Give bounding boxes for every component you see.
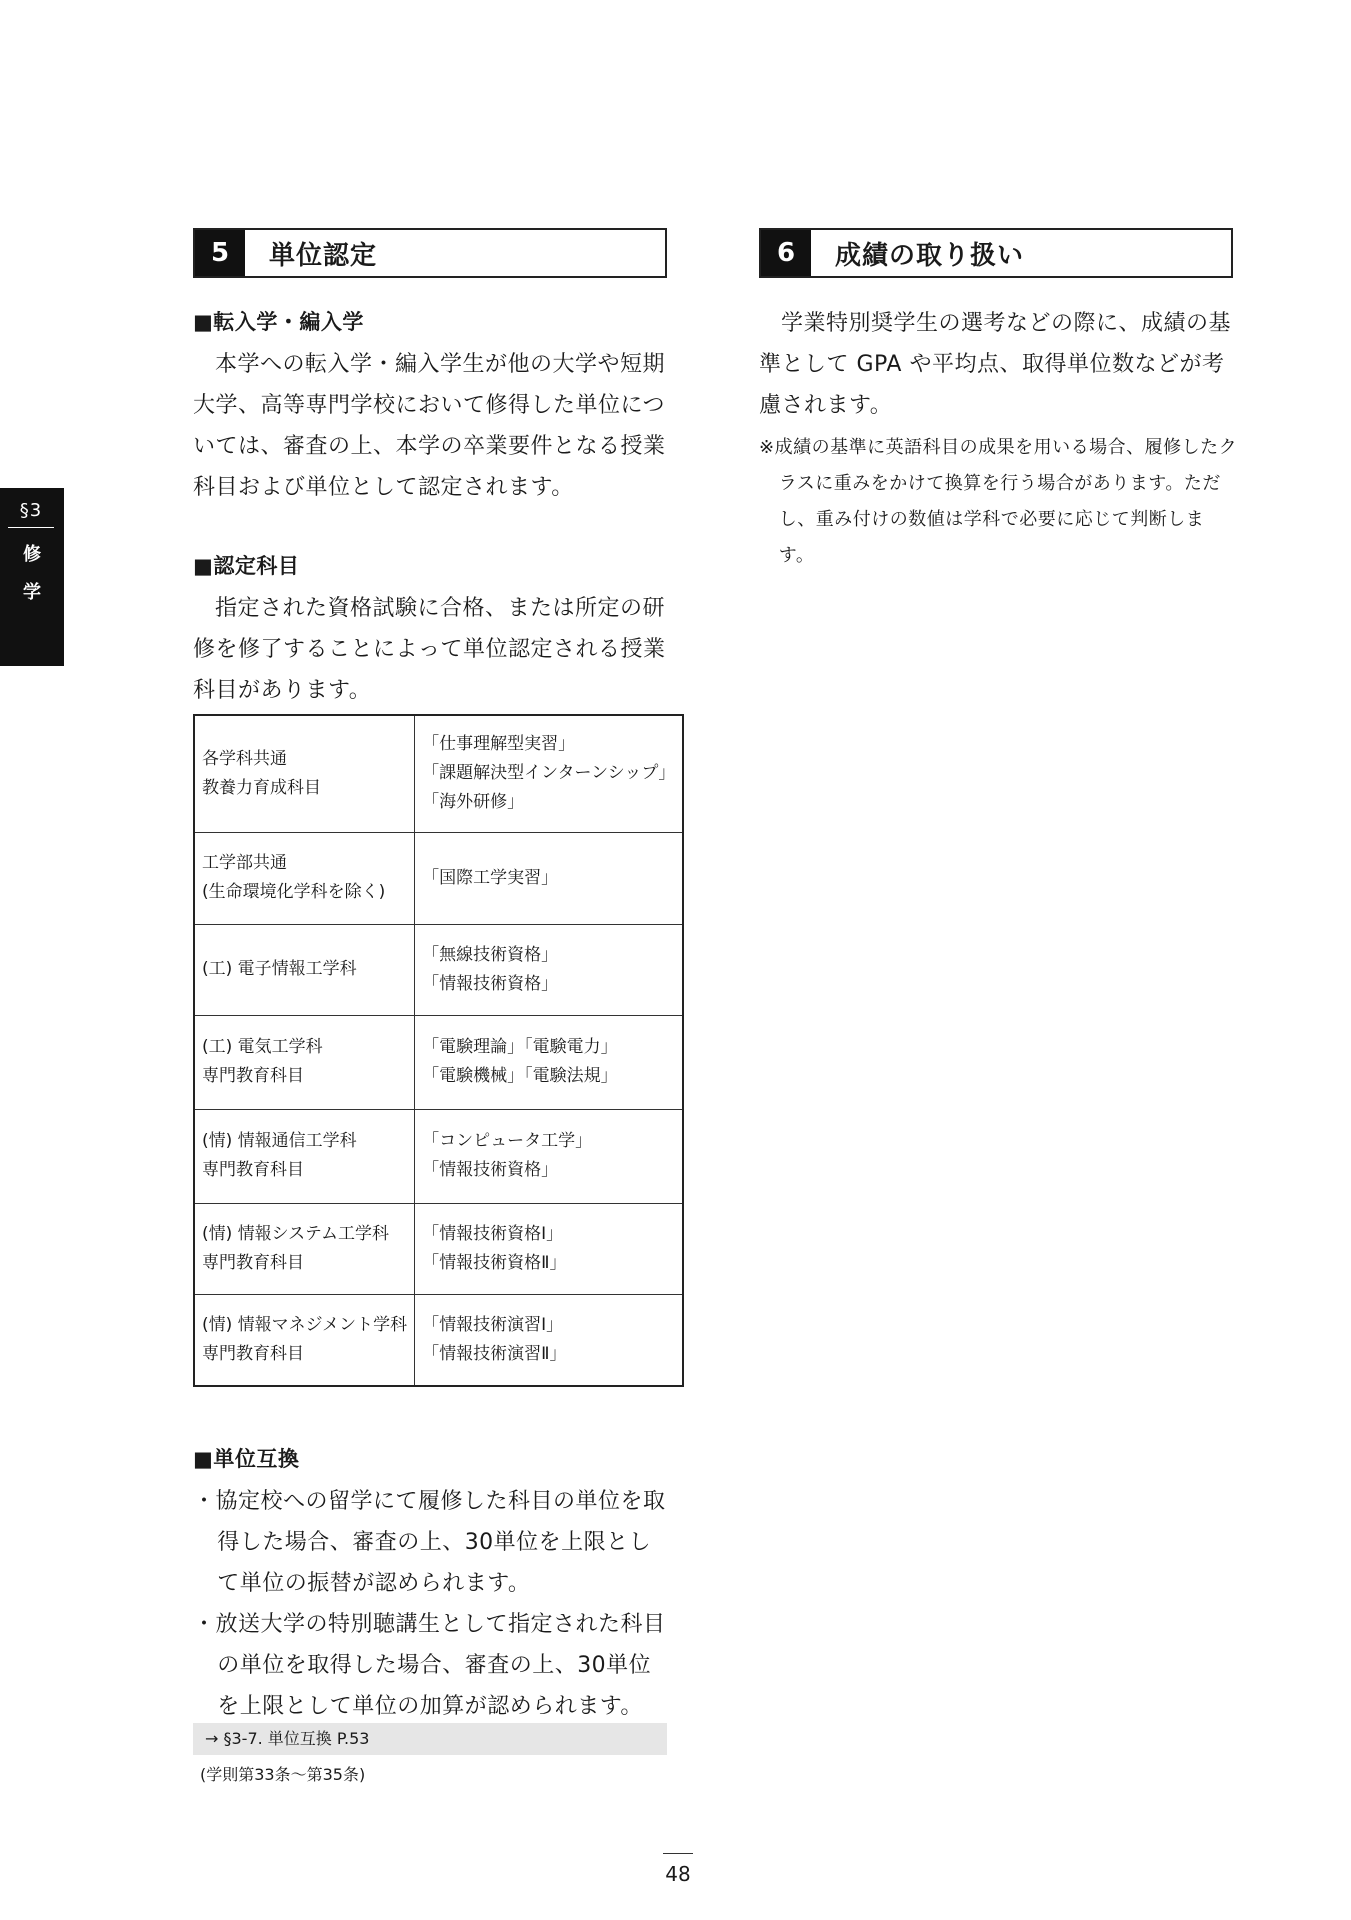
exchange-bullet-1: ・協定校への留学にて履修した科目の単位を取得した場合、審査の上、30単位を上限として単位の振替が認められます。	[193, 1489, 666, 1596]
subject-line: 「海外研修」	[422, 792, 525, 813]
side-tab-char-1: 修	[23, 544, 41, 565]
department-line: (工) 電気工学科	[202, 1037, 323, 1057]
subject-line: 「情報技術資格Ⅱ」	[422, 1252, 567, 1273]
table-cell-subjects	[415, 832, 684, 924]
department-line: 工学部共通	[202, 853, 287, 873]
department-line: (工) 電子情報工学科	[202, 959, 357, 979]
transfer-heading: ■転入学・編入学	[193, 310, 364, 334]
table-cell-subjects	[415, 1015, 684, 1109]
certification-table	[193, 714, 684, 1387]
grades-block	[759, 303, 1239, 574]
table-row	[194, 1015, 683, 1109]
department-line: 専門教育科目	[202, 1252, 304, 1273]
department-line: 専門教育科目	[202, 1066, 304, 1086]
department-line: (生命環境化学科を除く)	[202, 882, 386, 902]
section-5-header	[193, 228, 667, 278]
subject-line: 「課題解決型インターンシップ」	[422, 763, 676, 784]
department-line: (情) 情報通信工学科	[202, 1131, 357, 1151]
transfer-line-2: 大学、高等専門学校において修得した単位につ	[193, 393, 666, 418]
table-cell-subjects	[415, 1294, 684, 1386]
subject-line: 「無線技術資格」	[422, 944, 559, 965]
table-row	[194, 1203, 683, 1294]
exchange-bullet-2: ・放送大学の特別聴講生として指定された科目の単位を取得した場合、審査の上、30単位を上限として単位の加算が認められます。	[193, 1612, 666, 1719]
side-tab-section: §3	[8, 488, 54, 528]
grades-line-2: 準として GPA や平均点、取得単位数などが考	[759, 352, 1225, 377]
side-tab	[0, 488, 64, 666]
table-cell-subjects	[415, 1109, 684, 1203]
certified-line-2: 修を修了することによって単位認定される授業	[193, 637, 666, 662]
department-line: 教養力育成科目	[202, 777, 321, 798]
table-row	[194, 1109, 683, 1203]
subject-line: 「電験理論」「電験電力」	[422, 1037, 618, 1057]
exchange-block	[193, 1443, 673, 1727]
subject-line: 「コンピュータ工学」	[422, 1131, 593, 1151]
subject-line: 「情報技術資格」	[422, 973, 559, 994]
section-6-header	[759, 228, 1233, 278]
table-cell-subjects	[415, 715, 684, 832]
table-cell-subjects	[415, 924, 684, 1015]
law-reference: (学則第33条〜第35条)	[200, 1765, 366, 1784]
subject-line: 「電験機械」「電験法規」	[422, 1066, 618, 1086]
exchange-heading: ■単位互換	[193, 1447, 300, 1471]
department-line: 専門教育科目	[202, 1343, 304, 1364]
subject-line: 「情報技術演習Ⅱ」	[422, 1343, 567, 1364]
department-line: 各学科共通	[202, 748, 287, 769]
certified-line-1: 指定された資格試験に合格、または所定の研	[215, 596, 666, 621]
page-number: 48	[663, 1853, 693, 1886]
table-cell-department	[194, 1015, 415, 1109]
department-line: 専門教育科目	[202, 1160, 304, 1180]
subject-line: 「情報技術演習Ⅰ」	[422, 1314, 564, 1335]
grades-line-3: 慮されます。	[759, 393, 893, 418]
section-5-title: 単位認定	[269, 240, 378, 271]
subject-line: 「情報技術資格Ⅰ」	[422, 1223, 564, 1244]
certified-heading: ■認定科目	[193, 554, 300, 578]
table-cell-department	[194, 924, 415, 1015]
table-cell-department	[194, 1109, 415, 1203]
table-cell-department	[194, 715, 415, 832]
certified-line-3: 科目があります。	[193, 678, 372, 703]
table-row	[194, 832, 683, 924]
transfer-line-4: 科目および単位として認定されます。	[193, 475, 574, 500]
side-tab-char-2: 学	[23, 582, 41, 603]
table-cell-subjects	[415, 1203, 684, 1294]
section-5-number: 5	[195, 230, 245, 276]
subject-line: 「国際工学実習」	[422, 867, 559, 888]
grades-note: ※成績の基準に英語科目の成果を用いる場合、履修したクラスに重みをかけて換算を行う場合があります。ただし、重み付けの数値は学科で必要に応じて判断します。	[759, 437, 1238, 566]
section-6-title: 成績の取り扱い	[835, 240, 1025, 271]
department-line: (情) 情報システム工学科	[202, 1223, 389, 1244]
table-cell-department	[194, 832, 415, 924]
transfer-line-3: いては、審査の上、本学の卒業要件となる授業	[193, 434, 666, 459]
subject-line: 「情報技術資格」	[422, 1160, 559, 1180]
transfer-line-1: 本学への転入学・編入学生が他の大学や短期	[215, 352, 666, 377]
reference-link[interactable]: → §3-7. 単位互換 P.53	[193, 1723, 667, 1755]
department-line: (情) 情報マネジメント学科	[202, 1314, 408, 1335]
grades-line-1: 学業特別奨学生の選考などの際に、成績の基	[781, 311, 1232, 336]
table-cell-department	[194, 1203, 415, 1294]
transfer-block	[193, 306, 673, 508]
table-row	[194, 924, 683, 1015]
section-6-number: 6	[761, 230, 811, 276]
subject-line: 「仕事理解型実習」	[422, 734, 576, 755]
certified-block	[193, 550, 673, 711]
table-cell-department	[194, 1294, 415, 1386]
table-row	[194, 715, 683, 832]
table-row	[194, 1294, 683, 1386]
